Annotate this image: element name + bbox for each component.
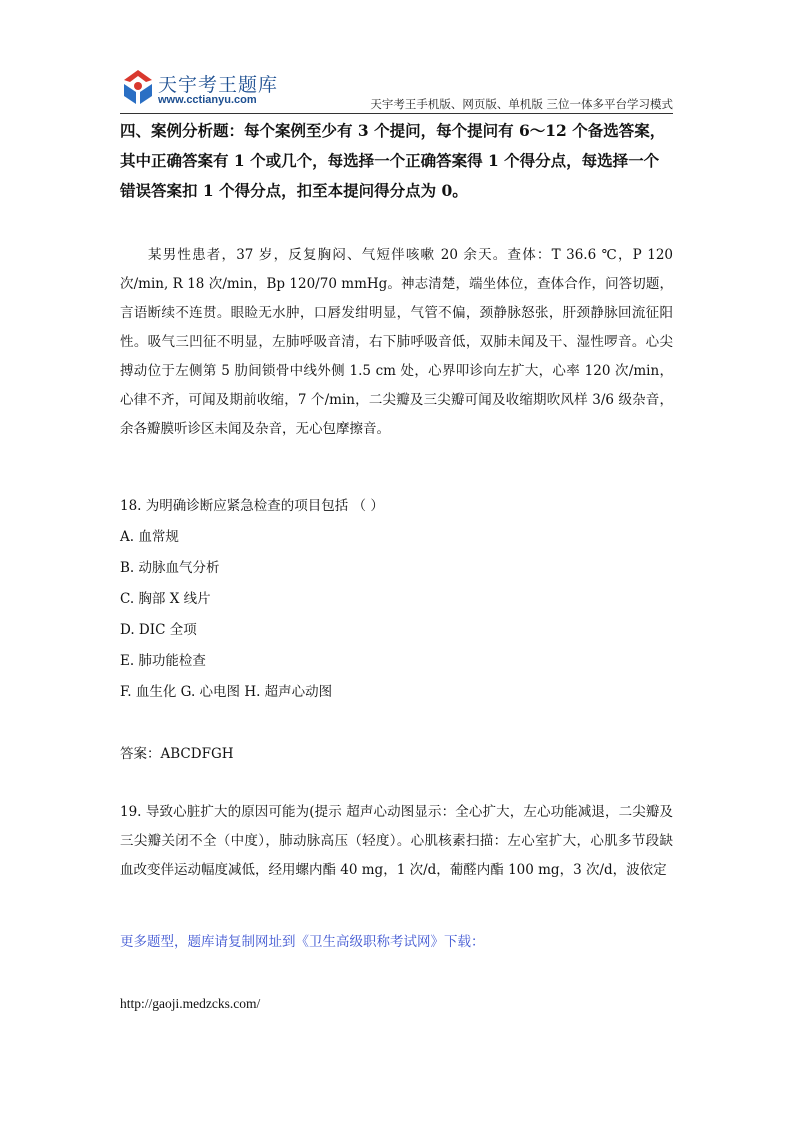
question-18 — [120, 491, 673, 708]
option-d: D. DIC 全项 — [120, 622, 197, 638]
option-c: C. 胸部 X 线片 — [120, 591, 211, 607]
logo-mark-icon — [120, 68, 156, 106]
option-b: B. 动脉血气分析 — [120, 560, 220, 576]
promo-link[interactable]: http://gaoji.medzcks.com/ — [120, 996, 261, 1011]
section-instructions: 四、案例分析题：每个案例至少有 3 个提问，每个提问有 6～12 个备选答案，其中正确答案有 1 个或几个，每选择一个正确答案得 1 个得分点，每选择一个错误答案扣 1 个得分点，扣至本提问得分点为 0。 — [120, 121, 666, 200]
brand-url[interactable]: www.cctianyu.com — [158, 94, 257, 106]
question-19: 19. 导致心脏扩大的原因可能为(提示 超声心动图显示：全心扩大，左心功能减退，二尖瓣及三尖瓣关闭不全（中度），肺动脉高压（轻度）。心肌核素扫描：左心室扩大，心肌多节段缺血改变伴运动幅度减低，经用螺内酯 40 mg，1 次/d，葡醛内酯 100 mg，3 次/d，波依定 — [120, 804, 673, 878]
option-e: E. 肺功能检查 — [120, 653, 206, 669]
brand-name: 天宇考王题库 — [158, 74, 279, 96]
case-description: 某男性患者，37 岁，反复胸闷、气短伴咳嗽 20 余天。查体：T 36.6 ℃，P 120 次/min, R 18 次/min，Bp 120/70 mmHg。神志清楚，端坐体位，查体合作，问答切题，言语断续不连贯。眼睑无水肿，口唇发绀明显，气管不偏，颈静脉怒张，肝颈静脉回流征阳性。吸气三凹征不明显，左肺呼吸音清，右下肺呼吸音低，双肺未闻及干、湿性啰音。心尖搏动位于左侧第 5 肋间锁骨中线外侧 1.5 cm 处，心界叩诊向左扩大，心率 120 次/min，心律不齐，可闻及期前收缩，7 个/min，二尖瓣及三尖瓣可闻及收缩期吹风样 3/6 级杂音，余各瓣膜听诊区未闻及杂音，无心包摩擦音。 — [120, 247, 673, 437]
question-stem: 18. 为明确诊断应紧急检查的项目包括 （ ） — [120, 498, 384, 514]
header-divider — [120, 113, 673, 114]
promo-text: 更多题型，题库请复制网址到《卫生高级职称考试网》下载： — [120, 934, 485, 950]
option-a: A. 血常规 — [120, 529, 179, 545]
brand-logo — [120, 64, 280, 112]
option-fgh: F. 血生化 G. 心电图 H. 超声心动图 — [120, 684, 333, 700]
header-slogan: 天宇考王手机版、网页版、单机版 三位一体多平台学习模式 — [370, 97, 673, 111]
answer-18: 答案：ABCDFGH — [120, 746, 234, 762]
